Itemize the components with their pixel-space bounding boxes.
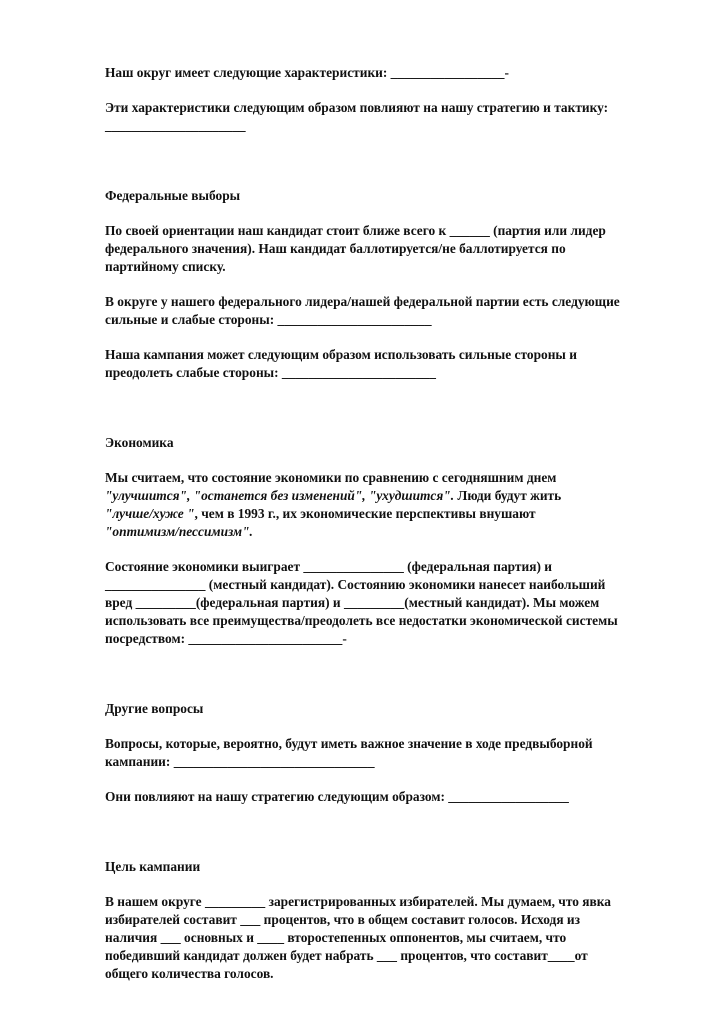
economy-paragraph-1-line-2 [105, 487, 685, 505]
intro-paragraph-2-line-2: _____________________ [105, 118, 246, 133]
federal-paragraph-2-line-1: В округе у нашего федерального лидера/нашей федеральной партии есть следующие [105, 294, 620, 309]
economy-paragraph-2-line-2: _______________ (местный кандидат). Состоянию экономики нанесет наибольший [105, 577, 606, 592]
economy-paragraph-2-line-5: посредством: _______________________- [105, 631, 347, 646]
document-page [105, 64, 685, 983]
intro-paragraph-2-line-1: Эти характеристики следующим образом повлияют на нашу стратегию и тактику: [105, 100, 609, 115]
federal-paragraph-3-line-1: Наша кампания может следующим образом использовать сильные стороны и [105, 347, 577, 362]
economy-paragraph-2-line-3: вред _________(федеральная партия) и _________(местный кандидат). Мы можем [105, 595, 600, 610]
other-paragraph-2: Они повлияют на нашу стратегию следующим образом: __________________ [105, 789, 569, 804]
economy-living-options: "лучше/хуже " [105, 506, 195, 521]
economy-paragraph-1-line-4 [105, 523, 685, 541]
other-paragraph-1-line-1: Вопросы, которые, вероятно, будут иметь важное значение в ходе предвыборной [105, 736, 593, 751]
federal-paragraph-1-line-1: По своей ориентации наш кандидат стоит ближе всего к ______ (партия или лидер [105, 223, 606, 238]
other-issues-heading: Другие вопросы [105, 701, 204, 716]
goal-paragraph-line-1: В нашем округе _________ зарегистрированных избирателей. Мы думаем, что явка [105, 894, 611, 909]
federal-paragraph-2-line-2: сильные и слабые стороны: _______________________ [105, 312, 432, 327]
federal-paragraph-3-line-2: преодолеть слабые стороны: _______________________ [105, 365, 436, 380]
economy-paragraph-1-line-3 [105, 505, 685, 523]
intro-paragraph-1: Наш округ имеет следующие характеристики: _________________- [105, 65, 509, 80]
economy-outlook-options: "оптимизм/пессимизм". [105, 524, 253, 539]
economy-line-3-rest: , чем в 1993 г., их экономические перспективы внушают [194, 506, 536, 521]
goal-paragraph-line-3: наличия ___ основных и ____ второстепенных оппонентов, мы считаем, что [105, 930, 567, 945]
federal-paragraph-1-line-3: партийному списку. [105, 259, 226, 274]
goal-paragraph-line-5: общего количества голосов. [105, 966, 274, 981]
economy-paragraph-2-line-1: Состояние экономики выиграет _______________ (федеральная партия) и [105, 559, 552, 574]
other-paragraph-1-line-2: кампании: ______________________________ [105, 754, 375, 769]
goal-paragraph-line-4: победивший кандидат должен будет набрать ___ процентов, что составит____от [105, 948, 588, 963]
economy-paragraph-2-line-4: использовать все преимущества/преодолеть все недостатки экономической системы [105, 613, 618, 628]
economy-paragraph-1-line-1: Мы считаем, что состояние экономики по сравнению с сегодняшним днем [105, 470, 557, 485]
economy-heading: Экономика [105, 435, 174, 450]
federal-heading: Федеральные выборы [105, 188, 241, 203]
goal-paragraph-line-2: избирателей составит ___ процентов, что в общем составит голосов. Исходя из [105, 912, 581, 927]
federal-paragraph-1-line-2: федерального значения). Наш кандидат баллотируется/не баллотируется по [105, 241, 566, 256]
campaign-goal-heading: Цель кампании [105, 859, 201, 874]
economy-line-2-rest: Люди будут жить [454, 488, 562, 503]
economy-forecast-options: "улучшится", "останется без изменений", "ухудшится". [105, 488, 455, 503]
